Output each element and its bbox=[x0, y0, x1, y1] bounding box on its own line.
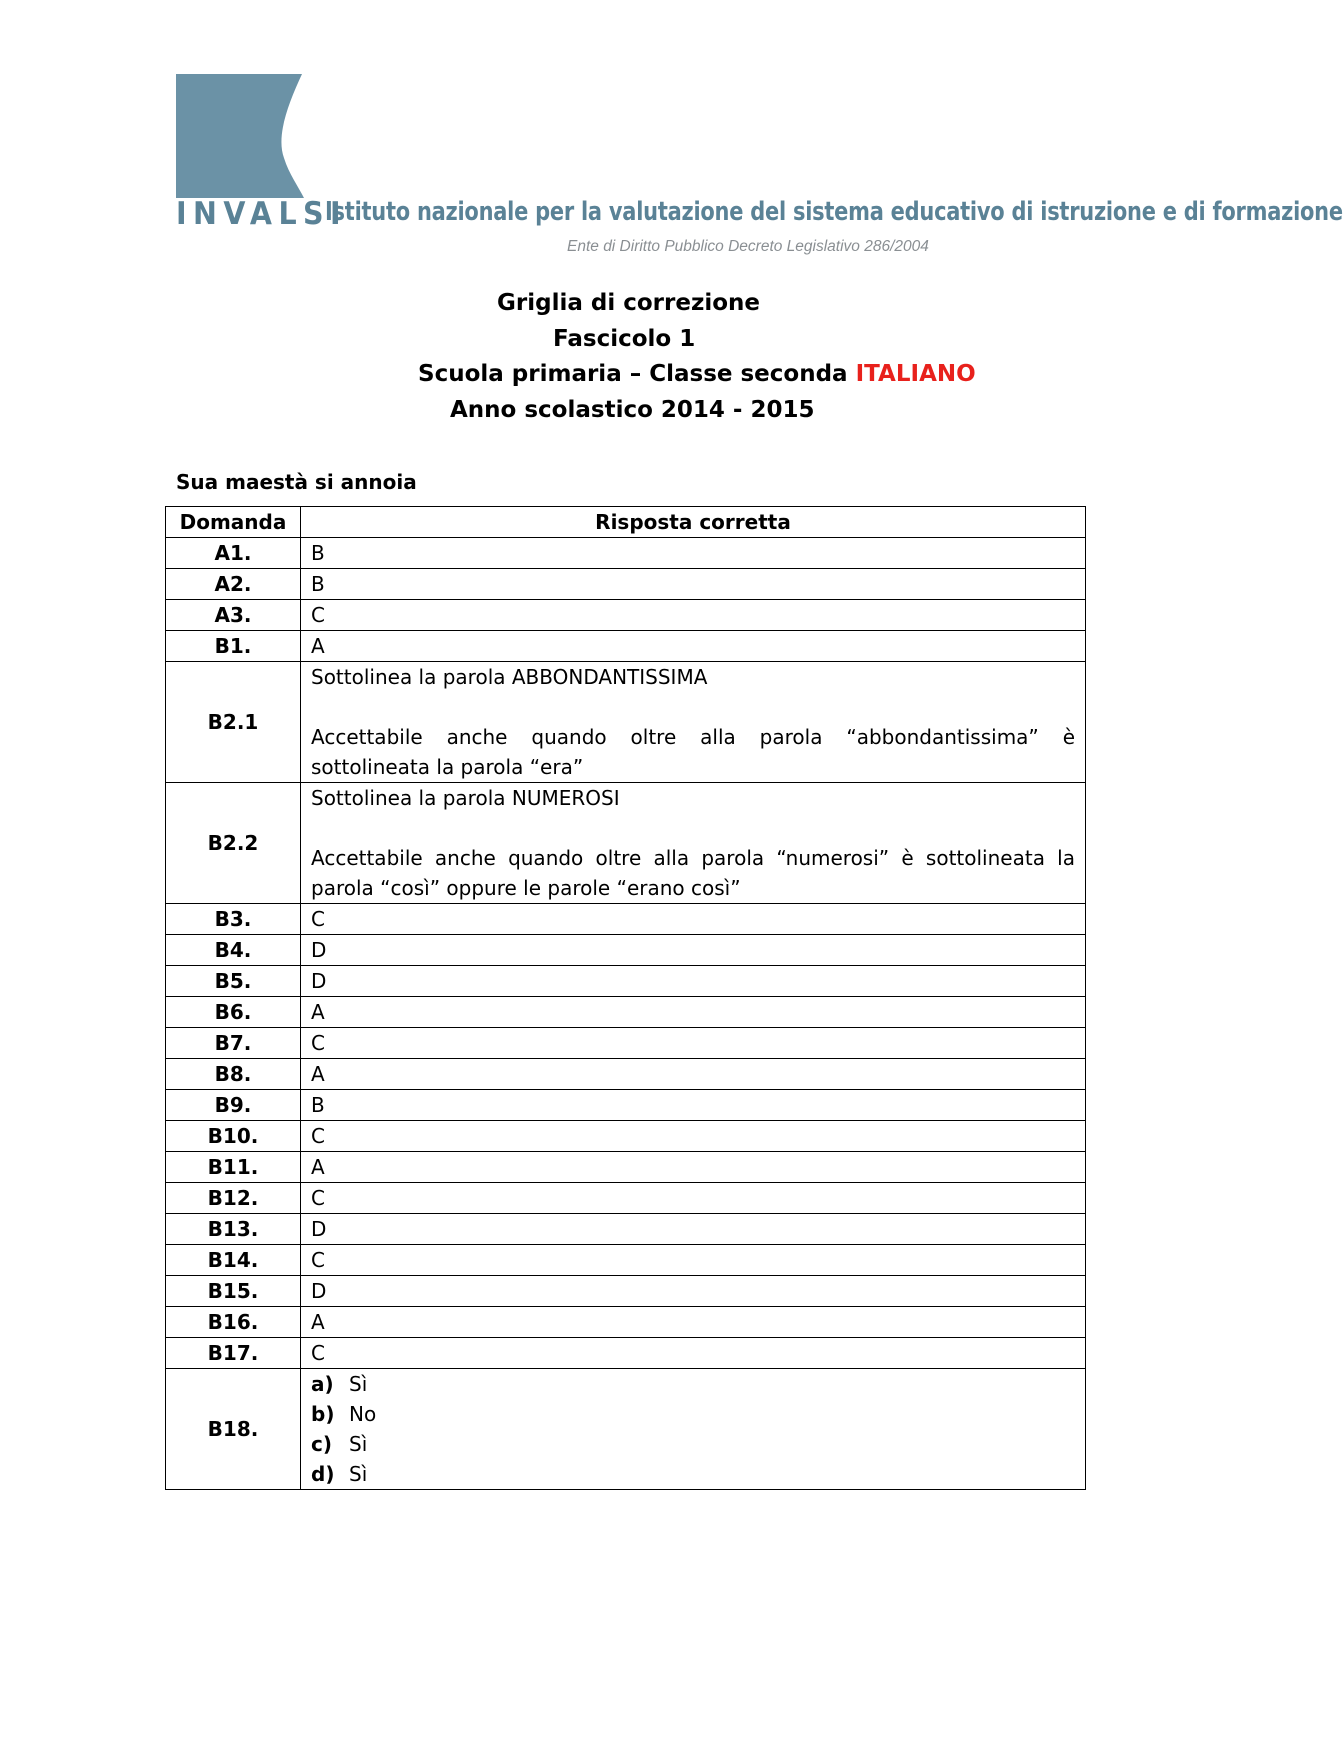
table-row bbox=[166, 1028, 1086, 1059]
question-id: B2.1 bbox=[166, 662, 301, 783]
answer: A bbox=[301, 997, 1086, 1028]
table-row bbox=[166, 783, 1086, 904]
table-row bbox=[166, 1214, 1086, 1245]
table-row bbox=[166, 904, 1086, 935]
title-line-3 bbox=[418, 361, 976, 387]
answer: A bbox=[301, 1307, 1086, 1338]
question-id: B16. bbox=[166, 1307, 301, 1338]
invalsi-logo-shape bbox=[176, 74, 304, 198]
answer: B bbox=[301, 1090, 1086, 1121]
question-id: B9. bbox=[166, 1090, 301, 1121]
header-domanda: Domanda bbox=[166, 507, 301, 538]
sub-answer bbox=[311, 1399, 1075, 1429]
question-id: B18. bbox=[166, 1369, 301, 1490]
question-id: B12. bbox=[166, 1183, 301, 1214]
answer: A bbox=[301, 1152, 1086, 1183]
answer-note: Accettabile anche quando oltre alla parola “numerosi” è sottolineata la parola “così” oppure le parole “erano così” bbox=[311, 846, 1075, 900]
table-row bbox=[166, 631, 1086, 662]
question-id: B17. bbox=[166, 1338, 301, 1369]
sub-letter: c) bbox=[311, 1432, 332, 1456]
table-row bbox=[166, 538, 1086, 569]
question-id: B4. bbox=[166, 935, 301, 966]
table-row bbox=[166, 1245, 1086, 1276]
answer: C bbox=[301, 1245, 1086, 1276]
table-row bbox=[166, 935, 1086, 966]
sub-letter: a) bbox=[311, 1372, 334, 1396]
question-id: B1. bbox=[166, 631, 301, 662]
sub-letter: b) bbox=[311, 1402, 335, 1426]
sub-answer bbox=[311, 1369, 1075, 1399]
answer: C bbox=[301, 1028, 1086, 1059]
table-row bbox=[166, 997, 1086, 1028]
table-row bbox=[166, 1338, 1086, 1369]
question-id: A2. bbox=[166, 569, 301, 600]
answer: C bbox=[301, 600, 1086, 631]
section-title: Sua maestà si annoia bbox=[176, 470, 417, 494]
sub-answer bbox=[311, 1429, 1075, 1459]
sub-value: Sì bbox=[349, 1432, 368, 1456]
institute-subtitle: Ente di Diritto Pubblico Decreto Legislativo 286/2004 bbox=[567, 238, 929, 255]
sub-value: Sì bbox=[349, 1462, 368, 1486]
title-line-2: Fascicolo 1 bbox=[553, 326, 696, 352]
question-id: A3. bbox=[166, 600, 301, 631]
table-row bbox=[166, 1152, 1086, 1183]
institute-name: Istituto nazionale per la valutazione del sistema educativo di istruzione e di formazione bbox=[325, 197, 1343, 227]
answer: D bbox=[301, 1276, 1086, 1307]
question-id: B6. bbox=[166, 997, 301, 1028]
sub-value: No bbox=[349, 1402, 377, 1426]
answer: C bbox=[301, 1121, 1086, 1152]
answer: D bbox=[301, 1214, 1086, 1245]
table-row bbox=[166, 569, 1086, 600]
title-line-4: Anno scolastico 2014 - 2015 bbox=[450, 397, 815, 423]
answer-table bbox=[165, 506, 1086, 1490]
header-risposta: Risposta corretta bbox=[301, 507, 1086, 538]
question-id: A1. bbox=[166, 538, 301, 569]
question-id: B5. bbox=[166, 966, 301, 997]
question-id: B2.2 bbox=[166, 783, 301, 904]
answer: A bbox=[301, 631, 1086, 662]
answer: D bbox=[301, 935, 1086, 966]
answer: C bbox=[301, 1183, 1086, 1214]
title-line-1: Griglia di correzione bbox=[497, 290, 760, 316]
logo-wordmark: INVALSI bbox=[176, 196, 348, 232]
question-id: B13. bbox=[166, 1214, 301, 1245]
table-row bbox=[166, 1276, 1086, 1307]
answer: A bbox=[301, 1059, 1086, 1090]
sub-letter: d) bbox=[311, 1462, 335, 1486]
answer: C bbox=[301, 1338, 1086, 1369]
question-id: B11. bbox=[166, 1152, 301, 1183]
question-id: B8. bbox=[166, 1059, 301, 1090]
table-row bbox=[166, 1121, 1086, 1152]
question-id: B3. bbox=[166, 904, 301, 935]
question-id: B15. bbox=[166, 1276, 301, 1307]
answer-note: Accettabile anche quando oltre alla parola “abbondantissima” è sottolineata la parola “era” bbox=[311, 725, 1075, 779]
table-row bbox=[166, 662, 1086, 783]
question-id: B7. bbox=[166, 1028, 301, 1059]
sub-answer bbox=[311, 1459, 1075, 1489]
question-id: B10. bbox=[166, 1121, 301, 1152]
table-row bbox=[166, 966, 1086, 997]
answer-block bbox=[301, 662, 1086, 783]
answer: D bbox=[301, 966, 1086, 997]
table-row bbox=[166, 1369, 1086, 1490]
answer-list bbox=[301, 1369, 1086, 1490]
subject-label: ITALIANO bbox=[855, 361, 976, 387]
table-header-row bbox=[166, 507, 1086, 538]
answer-block bbox=[301, 783, 1086, 904]
answer-main: Sottolinea la parola NUMEROSI bbox=[311, 786, 620, 810]
title-line-3-prefix: Scuola primaria – Classe seconda bbox=[418, 361, 856, 387]
table-row bbox=[166, 1059, 1086, 1090]
question-id: B14. bbox=[166, 1245, 301, 1276]
sub-value: Sì bbox=[349, 1372, 368, 1396]
table-row bbox=[166, 1183, 1086, 1214]
table-row bbox=[166, 1090, 1086, 1121]
table-row bbox=[166, 600, 1086, 631]
answer: B bbox=[301, 569, 1086, 600]
answer-main: Sottolinea la parola ABBONDANTISSIMA bbox=[311, 665, 708, 689]
table-row bbox=[166, 1307, 1086, 1338]
answer: C bbox=[301, 904, 1086, 935]
answer: B bbox=[301, 538, 1086, 569]
